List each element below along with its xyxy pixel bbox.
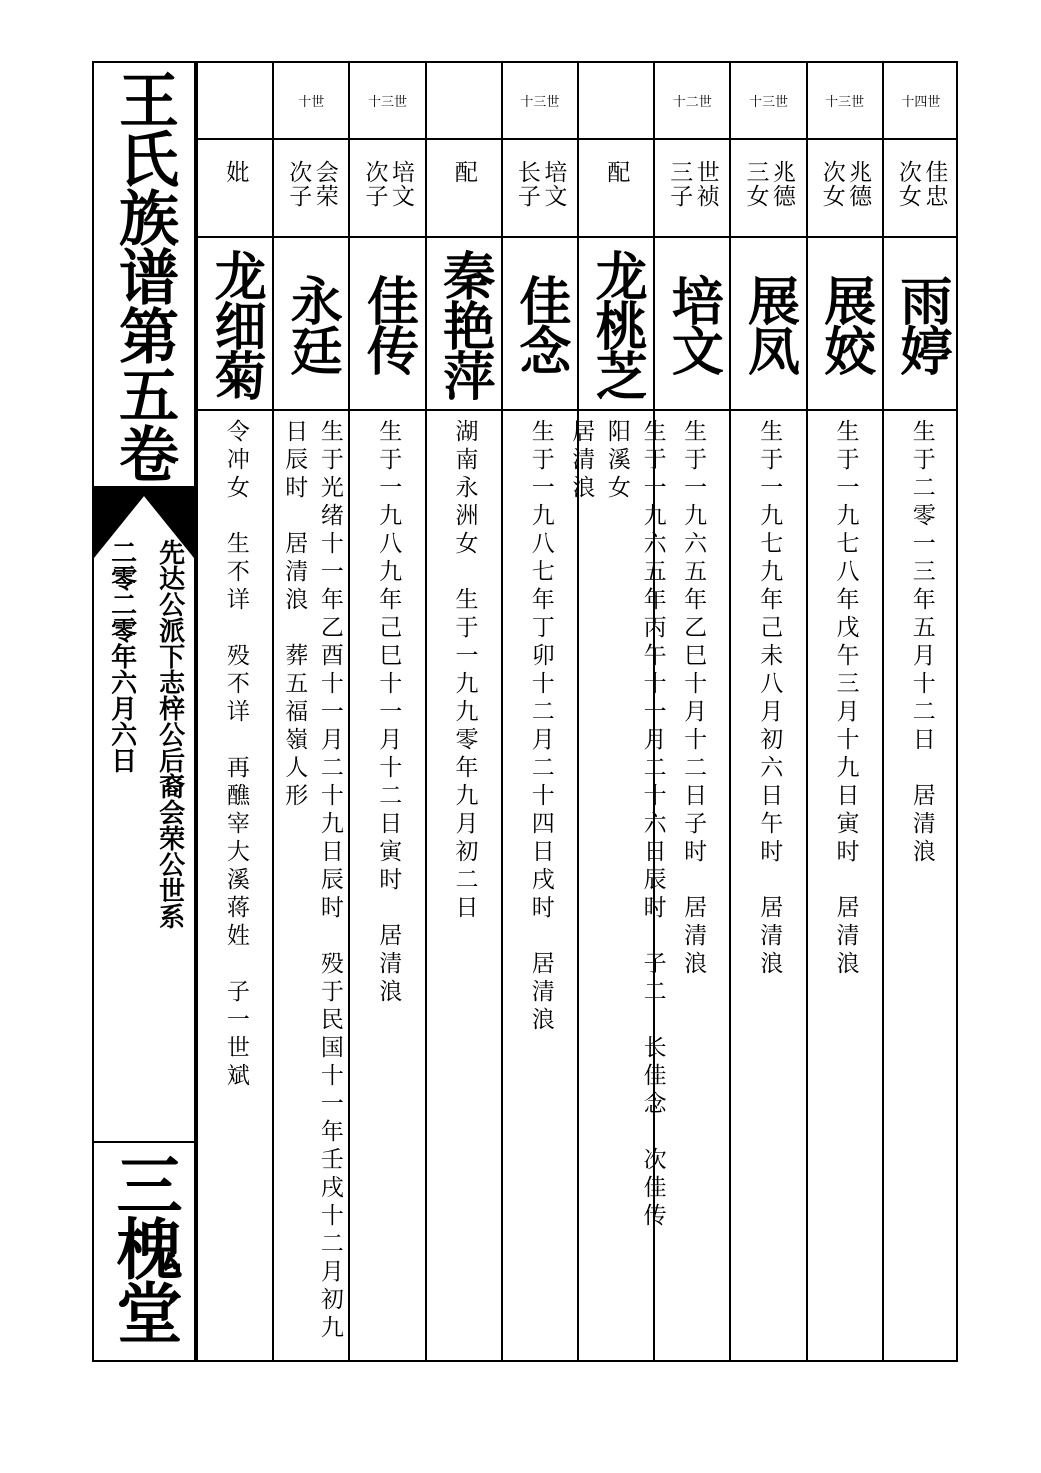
- person-column-1: [196, 63, 272, 1360]
- relation-text: 培文 长子: [513, 160, 567, 208]
- relation-text: 世祯 三子: [666, 160, 719, 208]
- relation-cell: [731, 140, 805, 238]
- relation-text: 配: [603, 160, 630, 184]
- generation-cell: [655, 63, 729, 140]
- biography-cell: [198, 411, 272, 1362]
- person-column-4: [425, 63, 501, 1360]
- biography-cell: [274, 411, 348, 1362]
- biography-text: 生于一九六五年乙巳十月十二日子时 居清浪: [680, 419, 707, 979]
- biography-text: 生于光绪十一年乙酉十一月二十九日辰时 殁于民国十一年壬戌十二月初九 日辰时 居清浪 葬五福嶺人形: [281, 419, 343, 1343]
- genealogy-grid: [196, 63, 958, 1360]
- generation-cell: [808, 63, 882, 140]
- generation-cell: [579, 63, 653, 140]
- relation-text: 配: [450, 160, 477, 184]
- lineage-subtitle-text: 先达公派下志梓公后裔会荣公世系: [154, 539, 185, 929]
- relation-cell: [655, 140, 729, 238]
- relation-text: 培文 次子: [361, 160, 414, 208]
- generation-text: 十三世: [367, 95, 407, 110]
- generation-text: 十二世: [672, 95, 712, 110]
- name-cell: [274, 238, 348, 411]
- relation-text: 兆德 三女: [742, 160, 795, 208]
- hall-name: [94, 1141, 194, 1364]
- relation-text: 会荣 次子: [285, 160, 338, 208]
- person-name: 佳传: [357, 273, 419, 374]
- name-cell: [884, 238, 958, 411]
- biography-text: 令冲女 生不详 殁不详 再醮宰大溪蒋姓 子一世斌: [222, 419, 249, 1091]
- book-title: [94, 63, 194, 486]
- biography-cell: [655, 411, 729, 1362]
- person-name: 培文: [662, 273, 724, 374]
- compile-date-text: 二零二零年六月六日: [106, 539, 137, 773]
- biography-cell: [427, 411, 501, 1362]
- name-cell: [427, 238, 501, 411]
- person-column-8: [729, 63, 805, 1360]
- person-name: 展姣: [814, 273, 876, 374]
- person-column-10: [882, 63, 958, 1360]
- biography-text: 生于一九八九年己巳十一月十二日寅时 居清浪: [375, 419, 402, 1007]
- person-name: 展凤: [738, 273, 800, 374]
- person-name: 永廷: [281, 273, 343, 374]
- person-column-2: [272, 63, 348, 1360]
- name-cell: [350, 238, 424, 411]
- person-column-7: [653, 63, 729, 1360]
- relation-cell: [884, 140, 958, 238]
- spine-panel: [94, 63, 196, 1360]
- generation-text: 十三世: [520, 95, 560, 110]
- biography-cell: [350, 411, 424, 1362]
- relation-cell: [503, 140, 577, 238]
- generation-text: 十世: [298, 95, 325, 110]
- person-name: 秦艳萍: [433, 248, 495, 399]
- generation-text: 十三世: [825, 95, 865, 110]
- generation-cell: [503, 63, 577, 140]
- relation-cell: [808, 140, 882, 238]
- name-cell: [198, 238, 272, 411]
- biography-text: 生于一九七九年己未八月初六日午时 居清浪: [756, 419, 783, 979]
- name-cell: [731, 238, 805, 411]
- generation-cell: [427, 63, 501, 140]
- name-cell: [503, 238, 577, 411]
- generation-cell: [731, 63, 805, 140]
- biography-text: 生于一九八七年丁卯十二月二十四日戌时 居清浪: [527, 419, 554, 1035]
- book-title-text: 王氏族谱第五卷: [109, 69, 179, 482]
- person-name: 佳念: [509, 273, 571, 374]
- generation-cell: [198, 63, 272, 140]
- generation-text: 十三世: [748, 95, 788, 110]
- biography-text: 生于一九七八年戊午三月十九日寅时 居清浪: [832, 419, 859, 979]
- generation-text: 十四世: [901, 95, 941, 110]
- relation-cell: [579, 140, 653, 238]
- person-name: 龙桃芝: [586, 248, 648, 399]
- relation-text: 兆德 次女: [818, 160, 872, 208]
- biography-text: 生于一九六五年丙午十一月二十六日辰时 子二 长佳念 次佳传 阳溪女 居清浪: [568, 419, 666, 1231]
- generation-cell: [274, 63, 348, 140]
- name-cell: [579, 238, 653, 411]
- relation-cell: [427, 140, 501, 238]
- person-name: 龙细菊: [205, 248, 267, 399]
- biography-cell: [884, 411, 958, 1362]
- name-cell: [808, 238, 882, 411]
- biography-text: 湖南永洲女 生于一九九零年九月初二日: [451, 419, 478, 923]
- generation-cell: [350, 63, 424, 140]
- person-column-3: [348, 63, 424, 1360]
- biography-cell: [808, 411, 882, 1362]
- hall-name-text: 三槐堂: [105, 1151, 183, 1343]
- relation-text: 佳忠 次女: [894, 160, 948, 208]
- generation-cell: [884, 63, 958, 140]
- person-column-6: [568, 63, 666, 1360]
- biography-cell: [568, 411, 666, 1362]
- lineage-subtitle: [146, 539, 192, 929]
- relation-text: 妣: [222, 160, 249, 184]
- biography-text: 生于二零一三年五月十二日 居清浪: [908, 419, 935, 867]
- relation-cell: [198, 140, 272, 238]
- name-cell: [655, 238, 729, 411]
- person-column-9: [806, 63, 882, 1360]
- relation-cell: [274, 140, 348, 238]
- relation-cell: [350, 140, 424, 238]
- biography-cell: [731, 411, 805, 1362]
- genealogy-page: [92, 61, 958, 1362]
- person-name: 雨婷: [890, 273, 952, 374]
- compile-date: [98, 539, 144, 773]
